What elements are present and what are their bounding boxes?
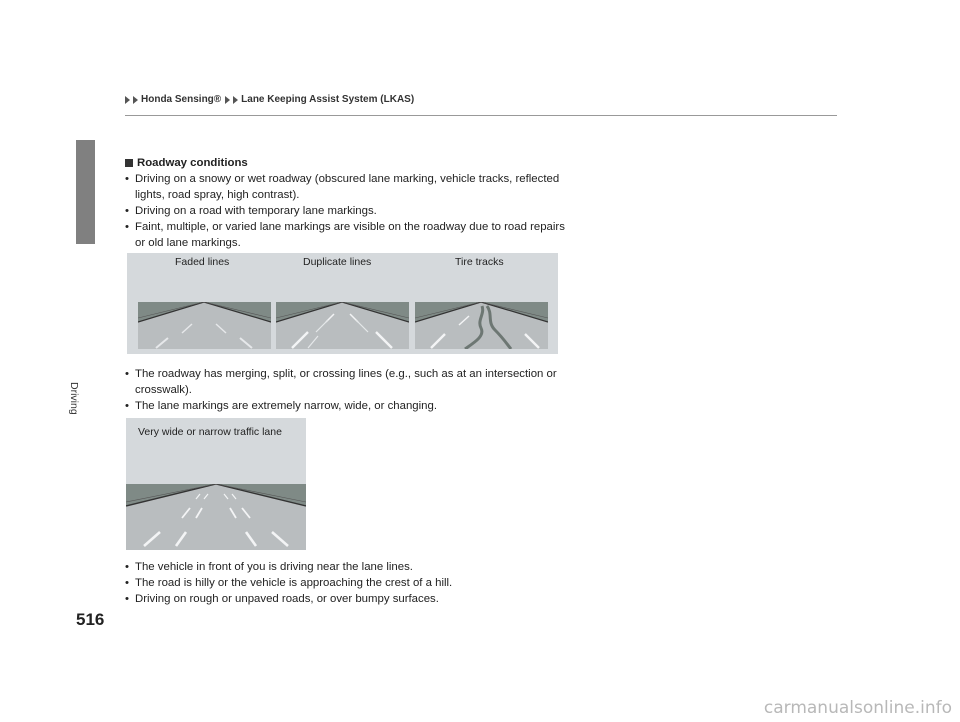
arrow-right-icon xyxy=(225,96,230,104)
vehicle-conditions-list xyxy=(125,559,565,607)
arrow-right-icon xyxy=(233,96,238,104)
list-item: • Faint, multiple, or varied lane markings are visible on the roadway due to road repairs or old lane markings. xyxy=(125,219,565,251)
list-item: • The road is hilly or the vehicle is approaching the crest of a hill. xyxy=(125,575,565,591)
additional-conditions-list xyxy=(125,366,565,414)
page-number: 516 xyxy=(76,610,105,629)
list-item: • The roadway has merging, split, or crossing lines (e.g., such as at an intersection or crosswalk). xyxy=(125,366,565,398)
duplicate-lines-road-image xyxy=(276,302,409,349)
wide-lane-figure xyxy=(126,418,306,550)
breadcrumb xyxy=(125,94,414,105)
section-heading-text: Roadway conditions xyxy=(137,157,248,169)
list-item: • The vehicle in front of you is driving near the lane lines. xyxy=(125,559,565,575)
section-heading xyxy=(125,155,565,171)
faded-lines-road-image xyxy=(138,302,271,349)
watermark: carmanualsonline.info xyxy=(763,698,952,718)
figure-label-duplicate: Duplicate lines xyxy=(303,256,372,268)
list-item: • The lane markings are extremely narrow, wide, or changing. xyxy=(125,398,565,414)
header-divider xyxy=(125,115,837,116)
arrow-right-icon xyxy=(133,96,138,104)
list-item: • Driving on rough or unpaved roads, or over bumpy surfaces. xyxy=(125,591,565,607)
figure-label-wide-lane: Very wide or narrow traffic lane xyxy=(138,426,282,438)
lane-marking-figure xyxy=(127,253,558,354)
roadway-conditions-section xyxy=(125,155,565,251)
breadcrumb-item: Lane Keeping Assist System (LKAS) xyxy=(241,94,415,105)
side-tab xyxy=(76,140,95,244)
wide-lane-road-image xyxy=(126,484,306,550)
tire-tracks-road-image xyxy=(415,302,548,349)
figure-label-tire: Tire tracks xyxy=(455,256,504,268)
breadcrumb-item: Honda Sensing® xyxy=(141,94,222,105)
side-tab-label: Driving xyxy=(68,382,80,415)
arrow-right-icon xyxy=(125,96,130,104)
list-item: • Driving on a snowy or wet roadway (obscured lane marking, vehicle tracks, reflected lights, road spray, high contrast). xyxy=(125,171,565,203)
figure-label-faded: Faded lines xyxy=(175,256,230,268)
list-item: • Driving on a road with temporary lane markings. xyxy=(125,203,565,219)
square-bullet-icon xyxy=(125,159,133,167)
